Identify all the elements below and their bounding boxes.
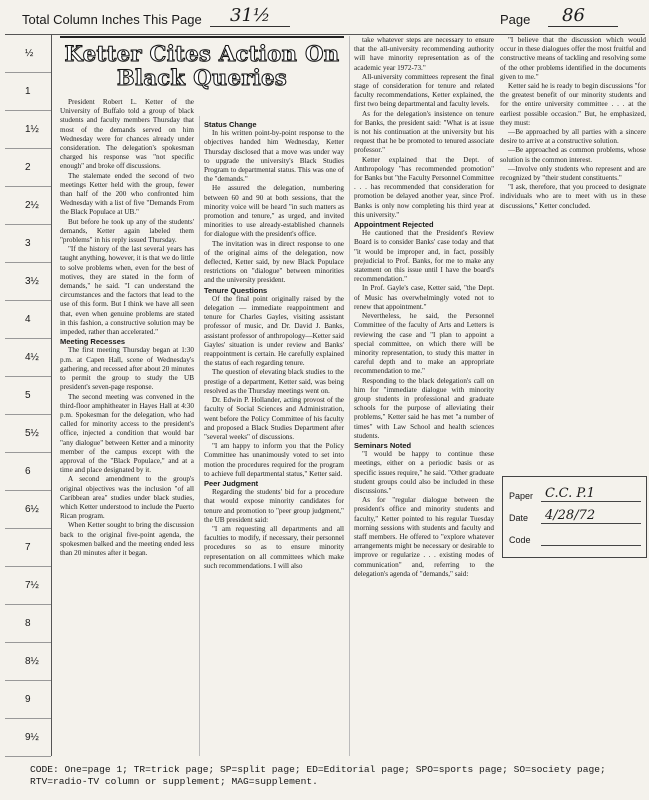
stamp-code-row bbox=[509, 535, 539, 545]
stamp-underline bbox=[541, 523, 641, 524]
article-paragraph: As for "regular dialogue between the president's office and minority students and faculty," Ketter pointed to his regular Tuesday morning sessions with students and faculty and staff members. He offered to "explore whatever arrangements might be necessary or desirable to improve or regularize . . . existing modes of communication" and, referring to the delegation's agenda of "demands," said: bbox=[354, 496, 494, 578]
ruler-tick bbox=[5, 528, 51, 567]
clipping-stamp bbox=[502, 476, 647, 558]
stamp-underline bbox=[541, 545, 641, 546]
ruler-tick-label: 8 bbox=[25, 618, 31, 629]
adjacent-column-clipping bbox=[500, 36, 646, 366]
article-paragraph: "I would be happy to continue these meetings, either on a periodic basis or as specific issues require," he said. "Other graduate student groups could also be included in these discussions." bbox=[354, 450, 494, 495]
article-paragraph: Ketter said he is ready to begin discussions "for the greatest benefit of our minority students and for the entire university committee . . . at the earliest possible occasion." But, he emphasized, they must: bbox=[500, 82, 646, 127]
ruler-tick bbox=[5, 490, 51, 529]
ruler-tick-label: 1 bbox=[25, 86, 31, 97]
ruler-tick bbox=[5, 566, 51, 605]
ruler-tick-label: 4½ bbox=[25, 352, 39, 363]
ruler-tick bbox=[5, 300, 51, 339]
article-paragraph: A second amendment to the group's original objectives was the inclusion "of all Caribbean area" studies under black studies, which Ketter understood to include the Puerto Rican program. bbox=[60, 475, 194, 521]
article-paragraph: Nevertheless, he said, the Personnel Committee of the faculty of Arts and Letters is reviewing the case and "I plan to appoint a special committee, on which there will be minority representation, to study this matter in careful depth and to make an appropriate recommendation to me." bbox=[354, 312, 494, 376]
ruler-tick-label: ½ bbox=[25, 48, 34, 59]
ruler-tick bbox=[5, 414, 51, 453]
article-paragraph: President Robert L. Ketter of the University of Buffalo told a group of black students and faculty members Thursday that most of the demands served on him Wednesday were for chances already under consideration. The delegation's spokesman charged his response was "not specific enough" and broke off discussions. bbox=[60, 98, 194, 171]
article-paragraph: The first meeting Thursday began at 1:30 p.m. at Capen Hall, scene of Wednesday's gathering, and recessed after about 20 minutes to permit the group to study the UB president's seven-page response. bbox=[60, 346, 194, 392]
article-paragraph: The question of elevating black studies to the prestige of a department, Ketter said, was being resolved as the Thursday meetings went on. bbox=[204, 368, 344, 395]
headline-rule bbox=[60, 36, 344, 38]
article-paragraph: All-university committees represent the final stage of consideration for tenure and related faculty recommendations, Ketter explained, the first two being departmental and faculty levels. bbox=[354, 72, 494, 109]
subhead-meeting-recesses: Meeting Recesses bbox=[60, 337, 126, 347]
article-paragraph: "I am happy to inform you that the Policy Committee has unanimously voted to set into motion the procedures required for the program to achieve full departmental status," Ketter said. bbox=[204, 442, 344, 478]
page-underline bbox=[548, 26, 618, 27]
code-legend bbox=[30, 764, 630, 788]
ruler-tick bbox=[5, 718, 51, 757]
ruler-tick-label: 3 bbox=[25, 238, 31, 249]
column-inch-ruler bbox=[5, 34, 52, 756]
article-paragraph: "I am requesting all departments and all faculties to modify, if necessary, their personnel procedures so as to ensure minority representation on all committees which make such recommendations. I will also bbox=[204, 524, 344, 570]
ruler-tick bbox=[5, 642, 51, 681]
article-paragraph: The second meeting was convened in the third-floor amphitheater in Hayes Hall at 4:30 p.m. Spokesman for the delegation, who had called for minority access to the president's office, injected a condition that would bar "any dialogue" between Ketter and a minority member of the campus except with the approval of the "Black Populace," and at a time and place designated by it. bbox=[60, 392, 194, 475]
ruler-tick-label: 2 bbox=[25, 162, 31, 173]
article-paragraph: In his written point-by-point response to the objectives handed him Wednesday, Ketter Thursday disclosed that a move was under way to upgrade the university's Black Studies Program to departmental status. This was one of the "demands." bbox=[204, 129, 344, 184]
inches-underline bbox=[210, 26, 290, 27]
ruler-tick-label: 5½ bbox=[25, 428, 39, 439]
stamp-underline bbox=[541, 501, 641, 502]
article-paragraph: Regarding the students' bid for a procedure that would expose minority candidates for tenure and promotion to "peer group judgment," the UB president said: bbox=[204, 488, 344, 524]
article-paragraph: —Be approached by all parties with a sincere desire to arrive at a constructive solution. bbox=[500, 128, 646, 146]
ruler-tick-label: 1½ bbox=[25, 124, 39, 135]
article-paragraph: —Be approached as common problems, whose solution is the common interest. bbox=[500, 146, 646, 164]
ruler-tick-label: 7 bbox=[25, 542, 31, 553]
article-paragraph: Responding to the black delegation's call on him for "immediate dialogue with minority group students in professional and graduate schools for the purpose of alleviating their problems," Ketter said he has met "a number of times" with Law School and health sciences students. bbox=[354, 376, 494, 440]
article-paragraph: He assured the delegation, numbering between 60 and 90 at both sessions, that the minority voice will be heard "in such matters as promotion and tenure," as urged, and invited minorities to use already-established channels for dialogue with the president's office. bbox=[204, 184, 344, 239]
subhead-appointment-rejected: Appointment Rejected bbox=[354, 220, 434, 230]
article-paragraph: He cautioned that the President's Review Board is to consider Banks' case today and that "it would be improper and, in fact, possibly prejudicial to Prof. Banks, for me to make any statement on this issue until I have the board's recommendation." bbox=[354, 229, 494, 284]
ruler-tick bbox=[5, 338, 51, 377]
article-headline: Ketter Cites Action On Black Queries bbox=[64, 41, 340, 90]
ruler-tick bbox=[5, 224, 51, 263]
ruler-tick bbox=[5, 262, 51, 301]
total-inches-label: Total Column Inches This Page bbox=[22, 12, 202, 27]
ruler-tick-label: 4 bbox=[25, 314, 31, 325]
article-paragraph: Of the final point originally raised by the delegation — immediate reappointment and tenure for Charles Gayles, visiting assistant professor of music, and Dr. David J. Banks, assistant professor of anthropology—Ketter said Gayles' situation is under review and Banks' reappointment is certain. He carefully explained the status of each regarding tenure. bbox=[204, 294, 344, 368]
ruler-tick-label: 7½ bbox=[25, 580, 39, 591]
ruler-tick bbox=[5, 72, 51, 111]
ruler-tick-label: 9½ bbox=[25, 732, 39, 743]
subhead-status-change: Status Change bbox=[204, 120, 257, 129]
page-value: 86 bbox=[562, 5, 585, 26]
article-paragraph: "I believe that the discussion which would occur in these dialogues offer the most fruitful and constructive means of tackling and resolving some of the other problems identified in the documents given to me." bbox=[500, 36, 646, 81]
page-label: Page bbox=[500, 12, 531, 27]
article-column-1 bbox=[60, 98, 194, 558]
ruler-tick bbox=[5, 34, 51, 73]
article-paragraph: "I ask, therefore, that you proceed to designate individuals who are to meet with us in these discussions," Ketter concluded. bbox=[500, 183, 646, 210]
stamp-paper-row bbox=[509, 486, 595, 501]
article-paragraph: The stalemate ended the second of two meetings Ketter held with the group, fewer than half of the 200 who confronted him Wednesday with a list of five "Demands From the Black Populace at UB." bbox=[60, 171, 194, 217]
code-legend-line-1: CODE: One=page 1; TR=trick page; SP=split page; ED=Editorial page; SPO=sports page; SO=society page; bbox=[30, 764, 606, 775]
ruler-tick bbox=[5, 186, 51, 225]
ruler-tick-label: 8½ bbox=[25, 656, 39, 667]
ruler-tick-label: 6½ bbox=[25, 504, 39, 515]
article-paragraph: As for the delegation's insistence on tenure for Banks, the president said: "What is at issue is not his continuation at the university but his request that he be promoted to tenured associate professor." bbox=[354, 109, 494, 155]
stamp-paper-label: Paper bbox=[509, 491, 534, 501]
stamp-date-label: Date bbox=[509, 513, 529, 523]
clipping-header bbox=[0, 0, 649, 30]
column-divider bbox=[349, 36, 350, 756]
frame-top-line bbox=[5, 34, 645, 35]
stamp-paper-value: C.C. P.1 bbox=[545, 486, 595, 501]
code-legend-line-2: RTV=radio-TV column or supplement; MAG=supplement. bbox=[30, 776, 318, 787]
ruler-tick-label: 6 bbox=[25, 466, 31, 477]
ruler-tick bbox=[5, 110, 51, 149]
ruler-tick bbox=[5, 376, 51, 415]
stamp-date-value: 4/28/72 bbox=[545, 508, 596, 523]
ruler-tick-label: 3½ bbox=[25, 276, 39, 287]
subhead-tenure-questions: Tenure Questions bbox=[204, 285, 268, 295]
article-paragraph: In Prof. Gayle's case, Ketter said, "the Dept. of Music has overwhelmingly voted not to renew that appointment." bbox=[354, 284, 494, 311]
ruler-tick bbox=[5, 148, 51, 187]
ruler-tick bbox=[5, 680, 51, 719]
article-paragraph: Ketter explained that the Dept. of Anthropology "has recommended promotion" for Banks but "the Faculty Personnel Committee . . . has recommended that consideration for promotion be delayed another year, since Prof. Banks is only now completing his third year at this university." bbox=[354, 155, 494, 219]
article-paragraph: The invitation was in direct response to one of the original aims of the delegation, now deflected, Ketter said, by new Black Populace restrictions on "dialogue" between minorities and the university president. bbox=[204, 239, 344, 285]
article-paragraph: "If the history of the last several years has taught anything, however, it is that we do little to solve problems when, even for the best of motives, they are stated in the form of demands," he said. "I can understand the circumstances and the factors that lead to the use of this form. But I think we have all seen that, even when genuine problems are stated in this fashion, a constructive solution may be impeded, rather than accelerated." bbox=[60, 245, 194, 337]
subhead-peer-judgment: Peer Judgment bbox=[204, 478, 259, 488]
ruler-tick-label: 2½ bbox=[25, 200, 39, 211]
article-paragraph: Dr. Edwin P. Hollander, acting provost of the faculty of Social Sciences and Administration, went before the Policy Committee of his faculty and proposed a Black Studies Department after "several weeks" of discussions. bbox=[204, 396, 344, 441]
stamp-date-row bbox=[509, 508, 596, 523]
ruler-tick bbox=[5, 452, 51, 491]
headline-block bbox=[60, 40, 344, 96]
article-paragraph: take whatever steps are necessary to ensure that the all-university recommending authority will have minority representation as of the academic year 1972-73." bbox=[354, 36, 494, 72]
stamp-code-label: Code bbox=[509, 535, 531, 545]
article-paragraph: But before he took up any of the students' demands, Ketter again labeled them "problems" in his reply issued Thursday. bbox=[60, 217, 194, 245]
ruler-tick-label: 9 bbox=[25, 694, 31, 705]
ruler-tick bbox=[5, 604, 51, 643]
subhead-seminars-noted: Seminars Noted bbox=[354, 440, 412, 450]
news-article bbox=[56, 36, 496, 756]
ruler-tick-label: 5 bbox=[25, 390, 31, 401]
article-column-3 bbox=[354, 36, 494, 579]
article-paragraph: When Ketter sought to bring the discussion back to the original five-point agenda, the spokesmen balked and the meeting ended less than 20 minutes after it began. bbox=[60, 521, 194, 557]
total-inches-value: 31½ bbox=[230, 5, 271, 26]
column-divider bbox=[199, 116, 200, 756]
article-paragraph: —Involve only students who represent and are recognized by "their student constituents." bbox=[500, 164, 646, 183]
article-column-2 bbox=[204, 120, 344, 571]
